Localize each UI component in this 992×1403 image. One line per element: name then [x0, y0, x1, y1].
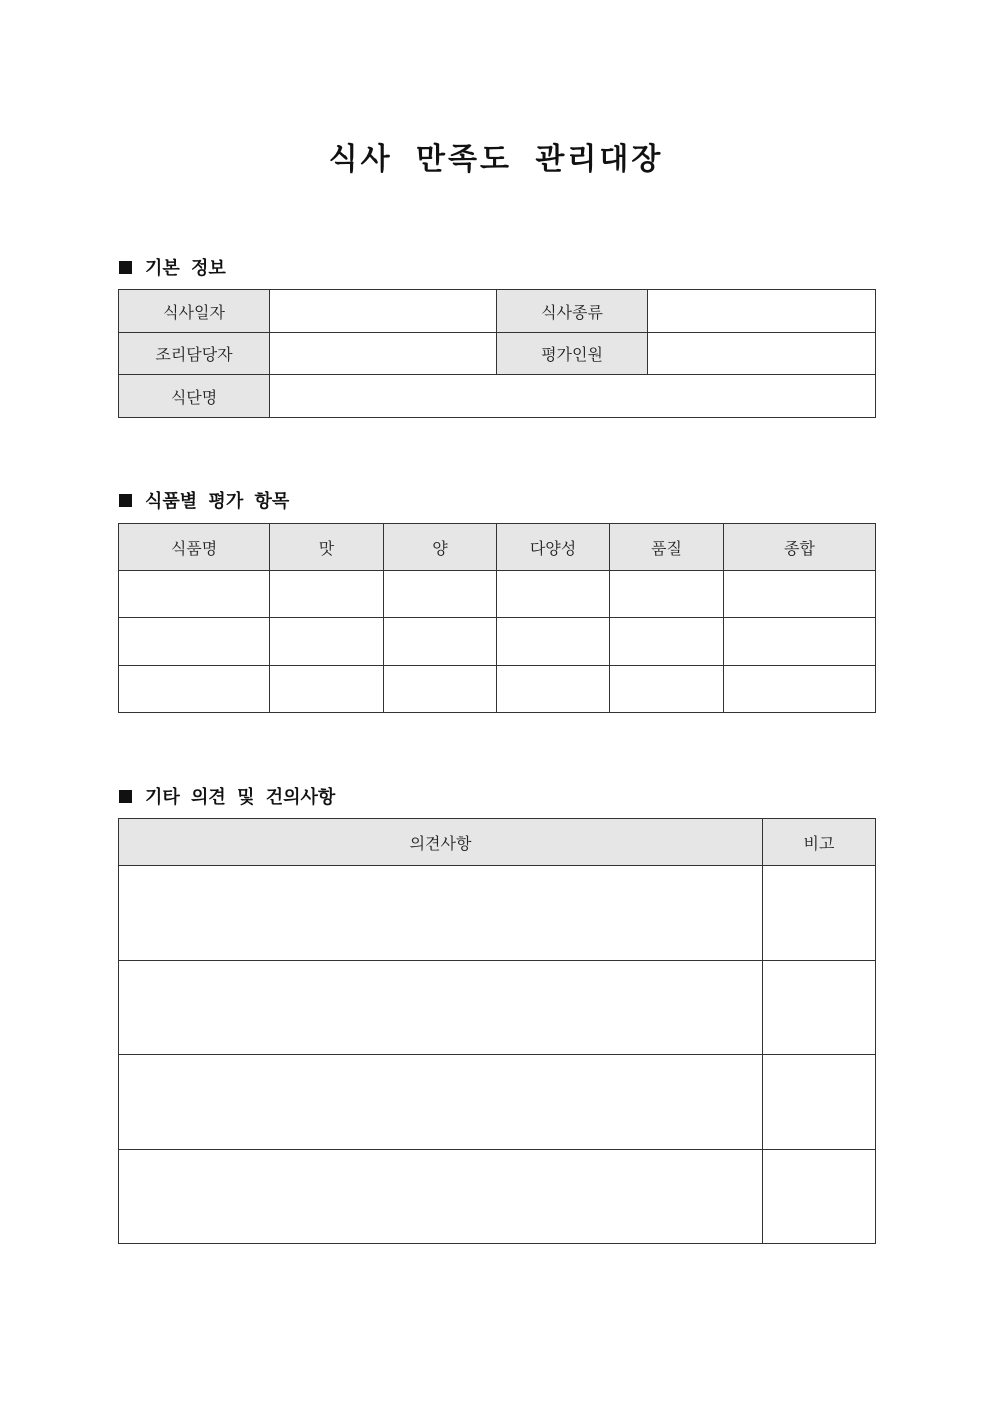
meal-type-label: 식사종류: [497, 290, 648, 333]
col-header-taste: 맛: [270, 524, 384, 571]
remarks-cell[interactable]: [763, 961, 876, 1055]
table-cell[interactable]: [119, 571, 270, 618]
table-cell[interactable]: [497, 618, 610, 666]
table-header-row: [119, 819, 876, 866]
table-row: [119, 666, 876, 713]
remarks-cell[interactable]: [763, 1055, 876, 1150]
table-cell[interactable]: [610, 618, 724, 666]
cook-label: 조리담당자: [119, 333, 270, 375]
col-header-overall: 종합: [724, 524, 876, 571]
meal-date-label: 식사일자: [119, 290, 270, 333]
opinion-cell[interactable]: [119, 866, 763, 961]
table-header-row: [119, 524, 876, 571]
evaluators-label: 평가인원: [497, 333, 648, 375]
table-row: [119, 961, 876, 1055]
menu-label: 식단명: [119, 375, 270, 418]
section-heading-food-eval: [119, 487, 289, 513]
opinions-table: [118, 818, 876, 1244]
table-row: [119, 333, 876, 375]
table-cell[interactable]: [724, 571, 876, 618]
section-heading-label: 식품별 평가 항목: [145, 491, 290, 512]
table-row: [119, 866, 876, 961]
opinion-cell[interactable]: [119, 1055, 763, 1150]
table-cell[interactable]: [384, 666, 497, 713]
table-row: [119, 1150, 876, 1244]
table-cell[interactable]: [497, 666, 610, 713]
table-cell[interactable]: [610, 571, 724, 618]
table-row: [119, 618, 876, 666]
col-header-food-name: 식품명: [119, 524, 270, 571]
section-heading-label: 기본 정보: [145, 258, 226, 279]
table-cell[interactable]: [724, 666, 876, 713]
table-cell[interactable]: [270, 618, 384, 666]
col-header-variety: 다양성: [497, 524, 610, 571]
table-cell[interactable]: [270, 571, 384, 618]
section-heading-label: 기타 의견 및 건의사항: [145, 787, 336, 808]
col-header-quantity: 양: [384, 524, 497, 571]
food-eval-table: [118, 523, 876, 713]
col-header-opinion: 의견사항: [119, 819, 763, 866]
table-row: [119, 571, 876, 618]
col-header-quality: 품질: [610, 524, 724, 571]
table-cell[interactable]: [724, 618, 876, 666]
table-cell[interactable]: [610, 666, 724, 713]
col-header-remarks: 비고: [763, 819, 876, 866]
table-cell[interactable]: [119, 618, 270, 666]
table-cell[interactable]: [497, 571, 610, 618]
page-title: 식사 만족도 관리대장: [328, 142, 664, 177]
square-bullet-icon: [119, 790, 132, 803]
table-row: [119, 290, 876, 333]
table-cell[interactable]: [384, 618, 497, 666]
square-bullet-icon: [119, 494, 132, 507]
opinion-cell[interactable]: [119, 1150, 763, 1244]
remarks-cell[interactable]: [763, 1150, 876, 1244]
remarks-cell[interactable]: [763, 866, 876, 961]
meal-date-field[interactable]: [270, 290, 497, 333]
table-cell[interactable]: [384, 571, 497, 618]
section-heading-opinions: [119, 783, 335, 809]
evaluators-field[interactable]: [648, 333, 876, 375]
meal-type-field[interactable]: [648, 290, 876, 333]
table-row: [119, 375, 876, 418]
menu-field[interactable]: [270, 375, 876, 418]
cook-field[interactable]: [270, 333, 497, 375]
square-bullet-icon: [119, 261, 132, 274]
basic-info-table: [118, 289, 876, 418]
opinion-cell[interactable]: [119, 961, 763, 1055]
table-row: [119, 1055, 876, 1150]
section-heading-basic-info: [119, 254, 226, 280]
table-cell[interactable]: [119, 666, 270, 713]
table-cell[interactable]: [270, 666, 384, 713]
